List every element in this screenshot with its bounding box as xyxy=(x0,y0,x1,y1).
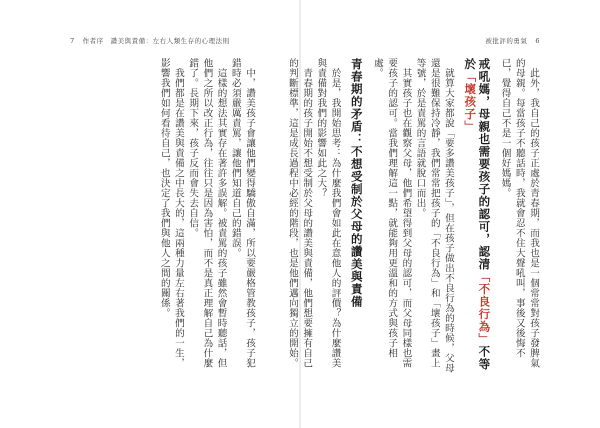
left-running-head xyxy=(70,36,230,45)
section-heading-2: 青春期的矛盾：不想受制於父母的讚美與責備 xyxy=(349,58,364,308)
right-paragraph-5: 青春期的孩子開始不想受制於父母的讚美與責備，他們想要擁有自己的判斷標準，這是成長過程中必經的階段，也是他們邁向獨立的開始。 xyxy=(286,58,313,368)
left-paragraph-1: 中，讚美孩子會讓他們變得驕傲自滿，所以要嚴格管教孩子，孩子犯錯時必須嚴厲責罵，讓他們知道自己的錯誤。 xyxy=(229,58,255,368)
heading-1-part-before: 戒吼媽，母親也需要孩子的認可，認清 xyxy=(477,58,492,271)
heading-1-quote-1: 「不良行為」 xyxy=(477,270,492,346)
left-paragraph-3: 我們都是在讚美與責備之中長大的，這兩種力量左右著我們的一生，影響我們如何看待自己，也決定了我們與他人之間的關係。 xyxy=(158,58,184,368)
right-page-number: 6 xyxy=(535,37,540,45)
heading-1-quote-2: 「壞孩子」 xyxy=(463,70,478,133)
right-paragraph-4: 於是，我開始思考：為什麼我們會如此在意他人的評價？為什麼讚美與責備對我們的影響如此之大？ xyxy=(315,58,341,368)
right-paragraph-2: 就算大家都說「要多讚美孩子」，但在孩子做出不良行為的時候，父母還是很難保持冷靜，我們常常把孩子的「不良行為」和「壞孩子」畫上等號，於是責罵的言語就脫口而出。 xyxy=(414,58,454,373)
section-heading-1 xyxy=(463,58,491,376)
heading-1-part-middle: 不等於 xyxy=(463,58,492,371)
left-page-number: 7 xyxy=(70,37,75,45)
right-page xyxy=(286,0,600,428)
right-running-head xyxy=(485,36,540,45)
left-running-head-text: 作者序 讚美與責備：左右人類生存的心理法則 xyxy=(82,37,230,45)
left-body-text xyxy=(42,58,256,376)
right-paragraph-1: 此外，我自己的孩子正處於青春期，而我也是一個常常對孩子發脾氣的母親。每當孩子不聽話時，我就會忍不住大聲吼叫，事後又後悔不已，覺得自己不是一個好媽媽。 xyxy=(499,58,539,368)
right-body-text xyxy=(286,58,540,376)
left-paragraph-2: 這樣的想法其實存在著許多誤解。被責罵的孩子雖然會暫時聽話，但他們之所以改正行為，往往只是因為害怕，而不是真正理解自己為什麼錯了。長期下來，孩子反而會失去自信。 xyxy=(187,58,227,368)
right-paragraph-3: 其實孩子也在觀察父母，他們希望得到父母的認可，而父母同樣也需要孩子的認可。當我們理解這一點，就能夠用更溫和的方式與孩子相處。 xyxy=(371,58,412,368)
right-running-head-text: 被批評的勇氣 xyxy=(485,37,528,45)
